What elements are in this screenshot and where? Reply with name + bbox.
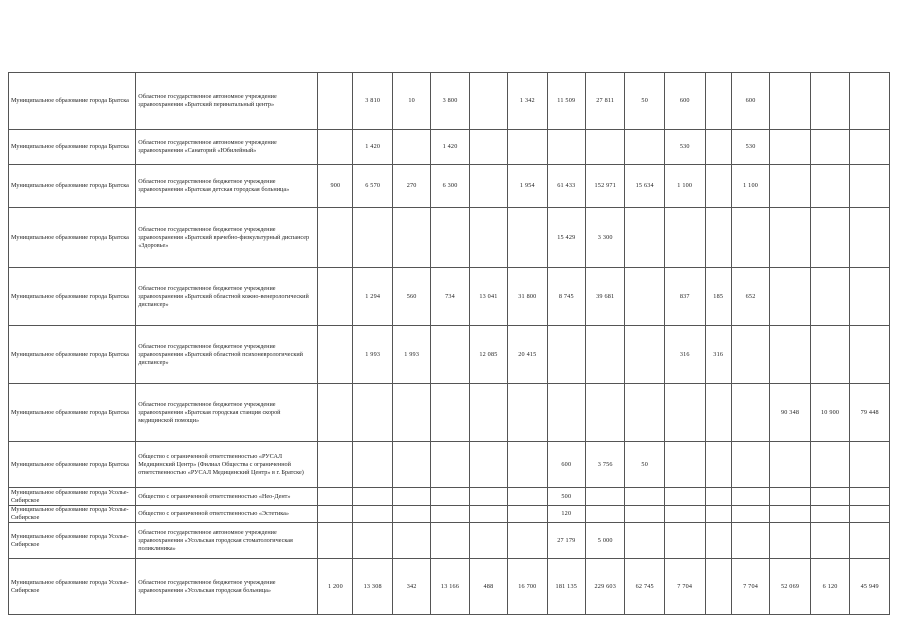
value-cell: 45 949 xyxy=(850,559,890,615)
value-cell xyxy=(392,506,430,523)
value-cell: 181 135 xyxy=(547,559,585,615)
value-cell xyxy=(770,442,811,488)
value-cell xyxy=(431,442,469,488)
value-cell xyxy=(810,130,849,165)
value-cell xyxy=(705,442,731,488)
organization-cell: Областное государственное бюджетное учреждение здравоохранения «Братский врачебно-физкультурный диспансер «Здоровье» xyxy=(136,208,318,268)
value-cell xyxy=(392,130,430,165)
municipality-cell: Муниципальное образование города Братска xyxy=(9,442,136,488)
value-cell xyxy=(586,506,625,523)
municipality-cell: Муниципальное образование города Усолье-Сибирское xyxy=(9,506,136,523)
value-cell: 90 348 xyxy=(770,384,811,442)
value-cell: 13 166 xyxy=(431,559,469,615)
value-cell xyxy=(318,442,353,488)
value-cell xyxy=(625,384,664,442)
value-cell xyxy=(664,523,705,559)
value-cell xyxy=(508,523,547,559)
value-cell: 15 634 xyxy=(625,165,664,208)
value-cell: 488 xyxy=(469,559,507,615)
value-cell xyxy=(547,384,585,442)
value-cell: 1 420 xyxy=(431,130,469,165)
value-cell: 5 000 xyxy=(586,523,625,559)
table-row xyxy=(9,506,890,523)
value-cell: 900 xyxy=(318,165,353,208)
value-cell xyxy=(705,130,731,165)
value-cell: 52 069 xyxy=(770,559,811,615)
table-row xyxy=(9,384,890,442)
value-cell: 12 085 xyxy=(469,326,507,384)
value-cell: 61 433 xyxy=(547,165,585,208)
value-cell: 560 xyxy=(392,268,430,326)
municipality-cell: Муниципальное образование города Братска xyxy=(9,384,136,442)
value-cell xyxy=(770,165,811,208)
municipality-cell: Муниципальное образование города Братска xyxy=(9,208,136,268)
value-cell xyxy=(664,506,705,523)
value-cell: 3 810 xyxy=(353,73,392,130)
value-cell xyxy=(850,165,890,208)
value-cell xyxy=(469,384,507,442)
value-cell: 6 120 xyxy=(810,559,849,615)
value-cell xyxy=(625,326,664,384)
value-cell xyxy=(625,488,664,506)
value-cell xyxy=(431,326,469,384)
value-cell: 837 xyxy=(664,268,705,326)
value-cell xyxy=(353,384,392,442)
value-cell xyxy=(770,130,811,165)
value-cell xyxy=(810,73,849,130)
value-cell: 7 704 xyxy=(731,559,769,615)
value-cell xyxy=(353,523,392,559)
value-cell xyxy=(705,559,731,615)
value-cell xyxy=(469,442,507,488)
value-cell xyxy=(469,130,507,165)
value-cell xyxy=(850,73,890,130)
value-cell: 316 xyxy=(664,326,705,384)
value-cell: 39 681 xyxy=(586,268,625,326)
value-cell xyxy=(810,208,849,268)
value-cell: 652 xyxy=(731,268,769,326)
municipality-cell: Муниципальное образование города Братска xyxy=(9,268,136,326)
value-cell: 1 420 xyxy=(353,130,392,165)
value-cell: 11 509 xyxy=(547,73,585,130)
value-cell: 3 800 xyxy=(431,73,469,130)
data-table xyxy=(8,72,890,615)
value-cell xyxy=(705,384,731,442)
value-cell xyxy=(850,506,890,523)
value-cell: 16 700 xyxy=(508,559,547,615)
value-cell xyxy=(431,506,469,523)
value-cell xyxy=(705,73,731,130)
value-cell xyxy=(705,208,731,268)
value-cell xyxy=(318,506,353,523)
value-cell xyxy=(664,208,705,268)
value-cell xyxy=(705,523,731,559)
value-cell xyxy=(353,488,392,506)
municipality-cell: Муниципальное образование города Братска xyxy=(9,130,136,165)
value-cell xyxy=(318,268,353,326)
value-cell: 152 971 xyxy=(586,165,625,208)
value-cell xyxy=(547,130,585,165)
value-cell xyxy=(810,268,849,326)
value-cell xyxy=(318,384,353,442)
organization-cell: Областное государственное бюджетное учреждение здравоохранения «Братский областной кожно-венерологический диспансер» xyxy=(136,268,318,326)
organization-cell: Общество с ограниченной ответственностью «РУСАЛ Медицинский Центр» (Филиал Общества с ограниченной ответственностью «РУСАЛ Медицинский Центр» в г. Братске) xyxy=(136,442,318,488)
value-cell xyxy=(664,442,705,488)
value-cell xyxy=(469,506,507,523)
value-cell xyxy=(431,523,469,559)
value-cell xyxy=(508,130,547,165)
municipality-cell: Муниципальное образование города Братска xyxy=(9,326,136,384)
value-cell: 1 993 xyxy=(353,326,392,384)
value-cell: 50 xyxy=(625,442,664,488)
value-cell xyxy=(586,130,625,165)
value-cell: 1 294 xyxy=(353,268,392,326)
document-page xyxy=(8,72,890,615)
value-cell: 15 429 xyxy=(547,208,585,268)
table-row xyxy=(9,559,890,615)
value-cell xyxy=(810,506,849,523)
value-cell xyxy=(392,208,430,268)
value-cell xyxy=(469,523,507,559)
value-cell xyxy=(508,442,547,488)
value-cell: 600 xyxy=(547,442,585,488)
value-cell xyxy=(431,208,469,268)
value-cell: 6 300 xyxy=(431,165,469,208)
value-cell xyxy=(469,488,507,506)
table-row xyxy=(9,488,890,506)
value-cell xyxy=(731,326,769,384)
value-cell xyxy=(392,442,430,488)
organization-cell: Общество с ограниченной ответственностью «Нео-Дент» xyxy=(136,488,318,506)
value-cell: 1 200 xyxy=(318,559,353,615)
value-cell xyxy=(705,165,731,208)
organization-cell: Областное государственное бюджетное учреждение здравоохранения «Братская детская городская больница» xyxy=(136,165,318,208)
value-cell xyxy=(353,442,392,488)
table-row xyxy=(9,208,890,268)
value-cell xyxy=(508,208,547,268)
value-cell xyxy=(318,488,353,506)
value-cell: 1 993 xyxy=(392,326,430,384)
value-cell: 185 xyxy=(705,268,731,326)
municipality-cell: Муниципальное образование города Братска xyxy=(9,73,136,130)
value-cell xyxy=(392,488,430,506)
value-cell: 79 448 xyxy=(850,384,890,442)
value-cell xyxy=(731,488,769,506)
table-row xyxy=(9,130,890,165)
value-cell xyxy=(731,523,769,559)
organization-cell: Областное государственное автономное учреждение здравоохранения «Санаторий «Юбилейный» xyxy=(136,130,318,165)
value-cell xyxy=(731,208,769,268)
value-cell xyxy=(705,488,731,506)
value-cell xyxy=(705,506,731,523)
table-row xyxy=(9,326,890,384)
value-cell: 27 811 xyxy=(586,73,625,130)
organization-cell: Общество с ограниченной ответственностью «Эстетика» xyxy=(136,506,318,523)
value-cell xyxy=(770,506,811,523)
value-cell xyxy=(586,384,625,442)
value-cell xyxy=(625,506,664,523)
value-cell xyxy=(810,488,849,506)
value-cell xyxy=(770,326,811,384)
value-cell xyxy=(770,523,811,559)
value-cell: 229 603 xyxy=(586,559,625,615)
value-cell xyxy=(664,488,705,506)
organization-cell: Областное государственное автономное учреждение здравоохранения «Усольская городская стоматологическая поликлиника» xyxy=(136,523,318,559)
organization-cell: Областное государственное бюджетное учреждение здравоохранения «Братский областной психоневрологический диспансер» xyxy=(136,326,318,384)
value-cell: 3 300 xyxy=(586,208,625,268)
table-row xyxy=(9,73,890,130)
value-cell xyxy=(731,442,769,488)
value-cell xyxy=(469,73,507,130)
value-cell xyxy=(810,165,849,208)
value-cell xyxy=(318,73,353,130)
value-cell xyxy=(353,506,392,523)
value-cell xyxy=(850,442,890,488)
value-cell: 10 xyxy=(392,73,430,130)
value-cell xyxy=(318,130,353,165)
value-cell xyxy=(850,208,890,268)
municipality-cell: Муниципальное образование города Усолье-Сибирское xyxy=(9,559,136,615)
value-cell xyxy=(770,208,811,268)
value-cell xyxy=(850,488,890,506)
value-cell xyxy=(547,326,585,384)
value-cell: 600 xyxy=(664,73,705,130)
table-row xyxy=(9,165,890,208)
value-cell xyxy=(431,384,469,442)
value-cell xyxy=(586,326,625,384)
value-cell: 530 xyxy=(664,130,705,165)
value-cell: 50 xyxy=(625,73,664,130)
value-cell: 530 xyxy=(731,130,769,165)
value-cell xyxy=(353,208,392,268)
value-cell xyxy=(625,268,664,326)
value-cell xyxy=(469,165,507,208)
value-cell: 316 xyxy=(705,326,731,384)
value-cell: 500 xyxy=(547,488,585,506)
value-cell xyxy=(431,488,469,506)
value-cell: 8 745 xyxy=(547,268,585,326)
value-cell: 734 xyxy=(431,268,469,326)
value-cell: 1 342 xyxy=(508,73,547,130)
municipality-cell: Муниципальное образование города Усолье-Сибирское xyxy=(9,523,136,559)
table-row xyxy=(9,268,890,326)
value-cell xyxy=(625,523,664,559)
value-cell xyxy=(810,442,849,488)
value-cell: 342 xyxy=(392,559,430,615)
value-cell xyxy=(770,73,811,130)
value-cell: 27 179 xyxy=(547,523,585,559)
value-cell: 1 100 xyxy=(664,165,705,208)
municipality-cell: Муниципальное образование города Братска xyxy=(9,165,136,208)
value-cell: 1 100 xyxy=(731,165,769,208)
value-cell xyxy=(625,130,664,165)
value-cell: 3 756 xyxy=(586,442,625,488)
value-cell xyxy=(469,208,507,268)
value-cell: 10 900 xyxy=(810,384,849,442)
municipality-cell: Муниципальное образование города Усолье-Сибирское xyxy=(9,488,136,506)
value-cell xyxy=(664,384,705,442)
value-cell xyxy=(318,326,353,384)
value-cell xyxy=(810,523,849,559)
value-cell xyxy=(586,488,625,506)
value-cell: 1 954 xyxy=(508,165,547,208)
value-cell: 31 800 xyxy=(508,268,547,326)
organization-cell: Областное государственное бюджетное учреждение здравоохранения «Братская городская станция скорой медицинской помощи» xyxy=(136,384,318,442)
value-cell: 7 704 xyxy=(664,559,705,615)
value-cell xyxy=(770,268,811,326)
value-cell: 600 xyxy=(731,73,769,130)
value-cell: 13 308 xyxy=(353,559,392,615)
value-cell: 13 041 xyxy=(469,268,507,326)
value-cell xyxy=(392,523,430,559)
table-row xyxy=(9,523,890,559)
value-cell xyxy=(850,523,890,559)
value-cell xyxy=(508,384,547,442)
value-cell: 62 745 xyxy=(625,559,664,615)
value-cell xyxy=(392,384,430,442)
value-cell xyxy=(508,488,547,506)
value-cell xyxy=(810,326,849,384)
value-cell xyxy=(850,130,890,165)
table-row xyxy=(9,442,890,488)
value-cell: 270 xyxy=(392,165,430,208)
value-cell xyxy=(625,208,664,268)
value-cell xyxy=(318,523,353,559)
value-cell xyxy=(850,268,890,326)
value-cell: 120 xyxy=(547,506,585,523)
value-cell: 6 570 xyxy=(353,165,392,208)
value-cell: 20 415 xyxy=(508,326,547,384)
organization-cell: Областное государственное автономное учреждение здравоохранения «Братский перинатальный центр» xyxy=(136,73,318,130)
organization-cell: Областное государственное бюджетное учреждение здравоохранения «Усольская городская больница» xyxy=(136,559,318,615)
value-cell xyxy=(770,488,811,506)
value-cell xyxy=(731,384,769,442)
value-cell xyxy=(508,506,547,523)
value-cell xyxy=(850,326,890,384)
value-cell xyxy=(731,506,769,523)
value-cell xyxy=(318,208,353,268)
